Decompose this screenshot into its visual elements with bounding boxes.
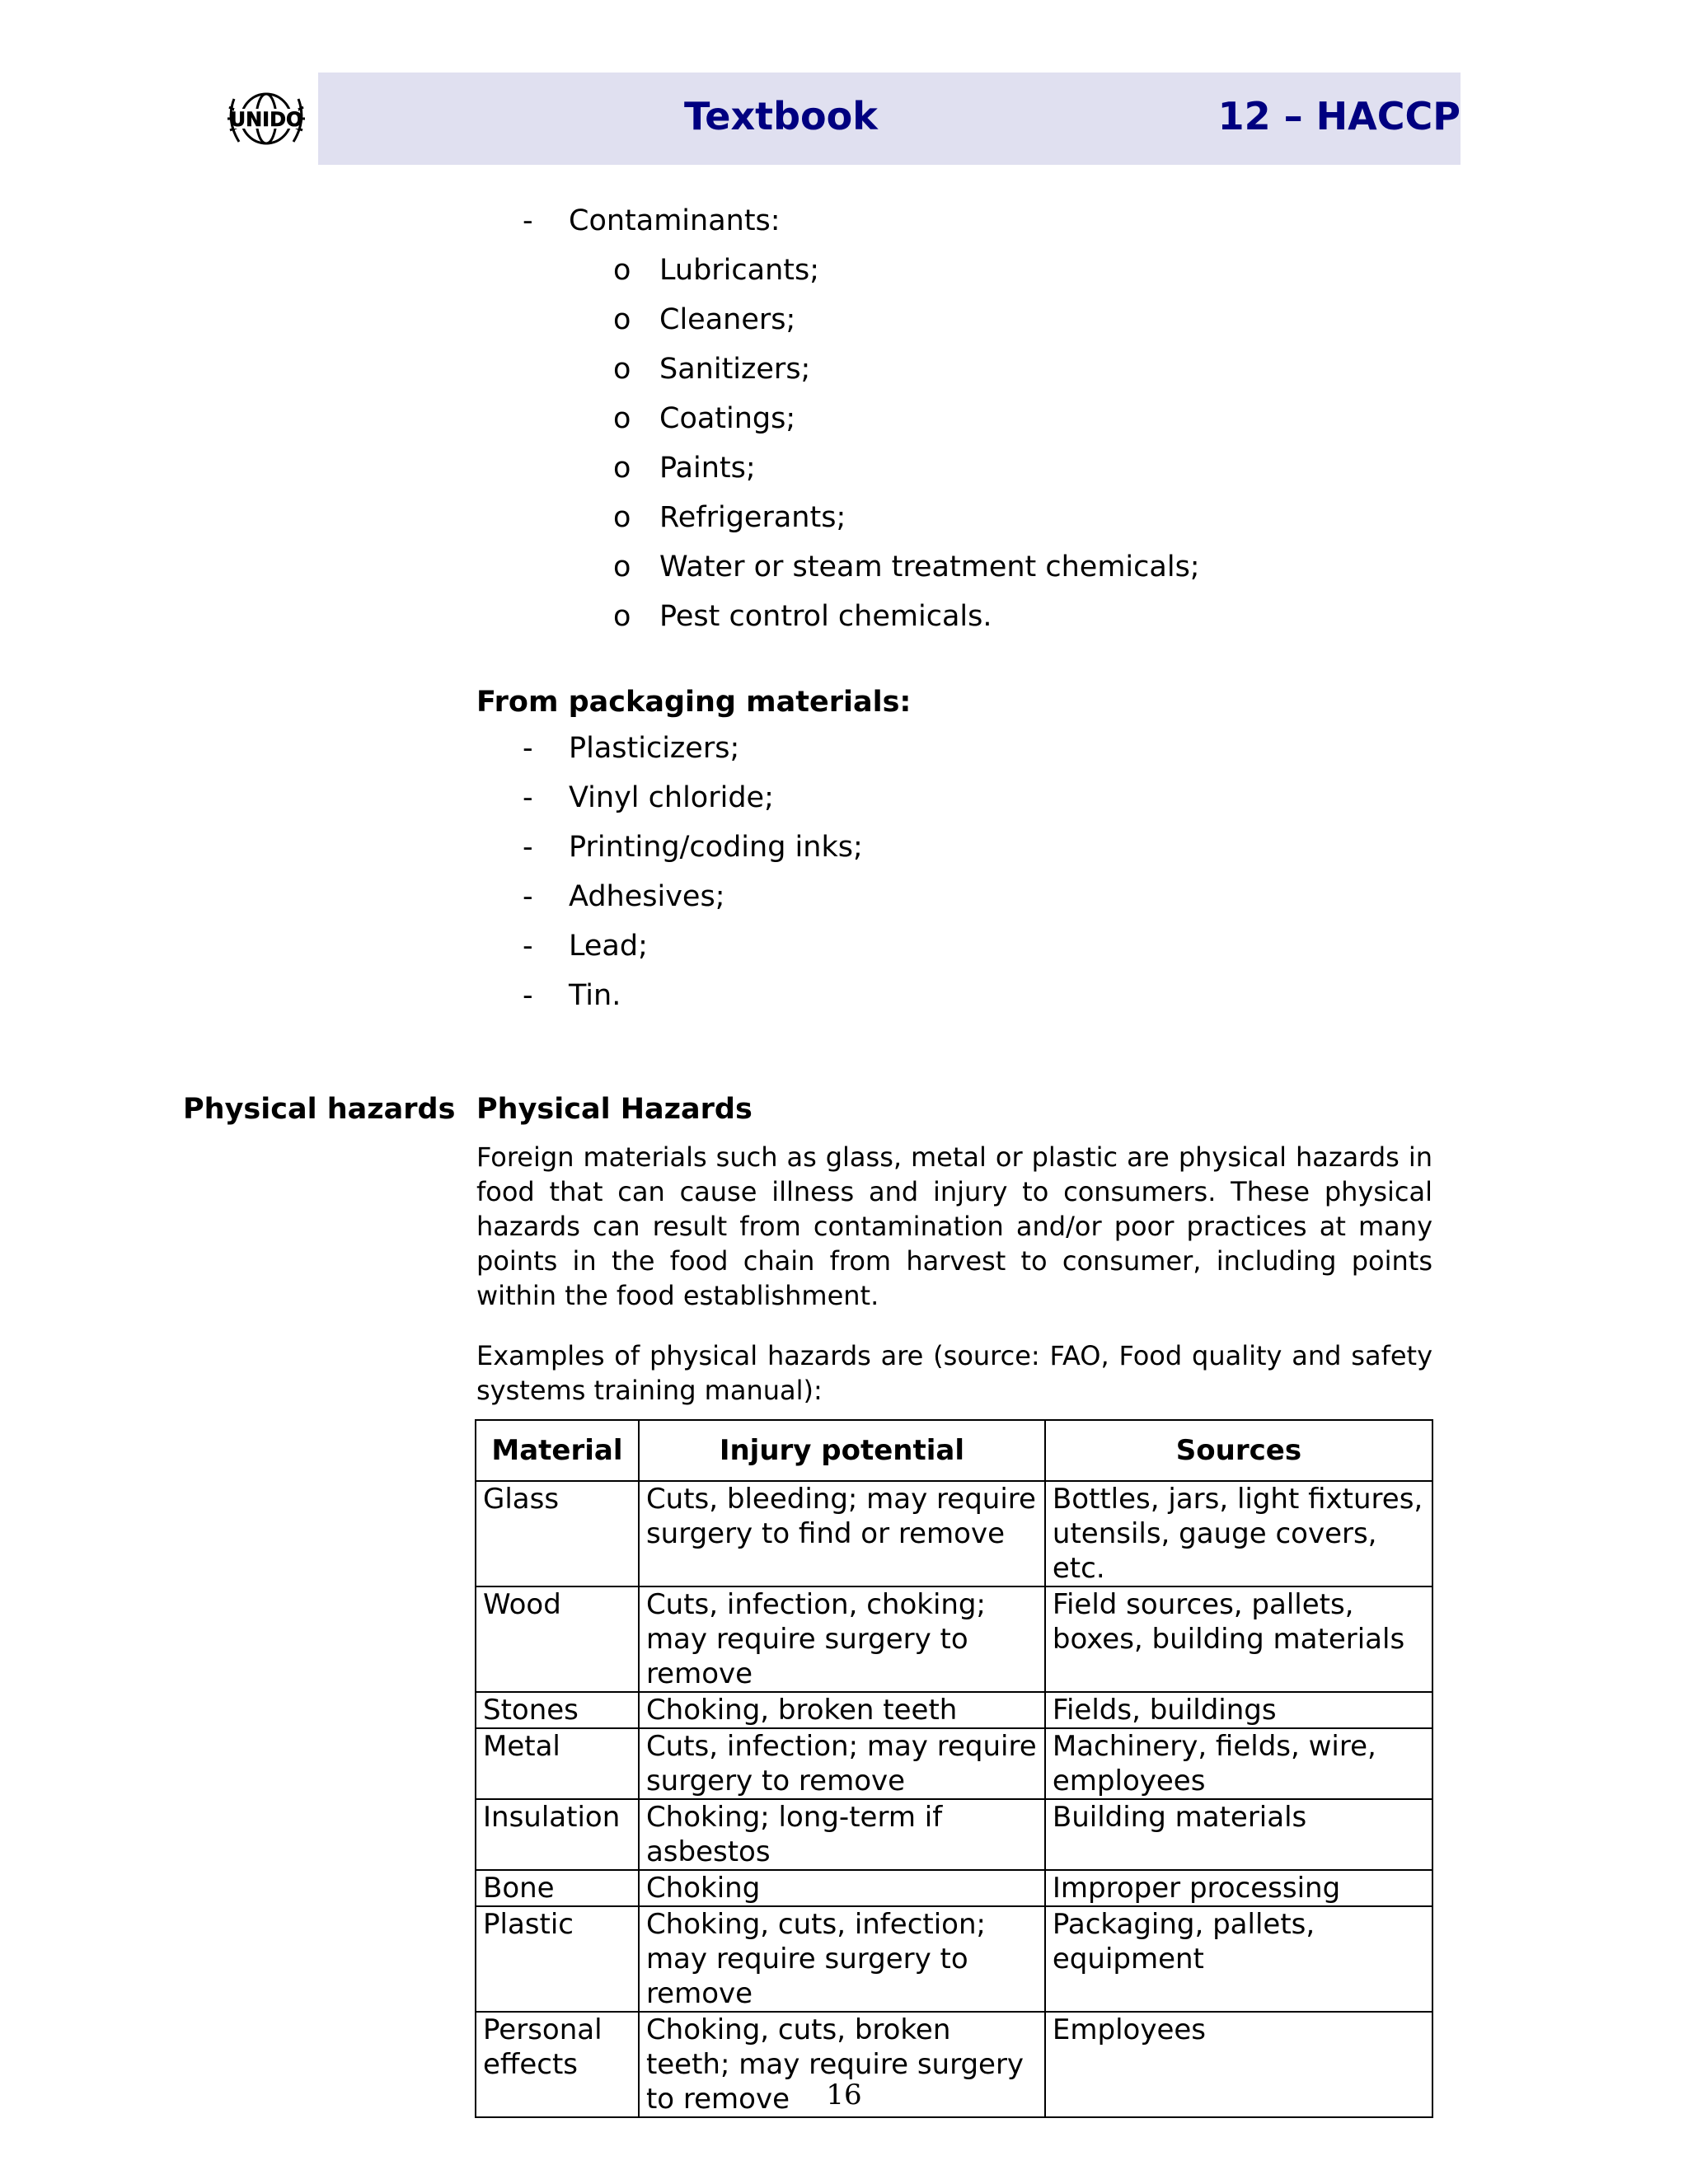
table-cell: Packaging, pallets, equipment — [1045, 1906, 1432, 2012]
column-header: Material — [476, 1420, 639, 1481]
list-item-label: Refrigerants; — [659, 501, 846, 534]
table-cell: Choking, broken teeth — [639, 1692, 1045, 1728]
list-item-label: Sanitizers; — [659, 353, 811, 386]
header-chapter: 12 – HACCP — [1217, 94, 1461, 138]
table-cell: Metal — [476, 1728, 639, 1799]
table-cell: Choking, cuts, infection; may require surgery to remove — [639, 1906, 1045, 2012]
table-cell: Glass — [476, 1481, 639, 1586]
list-item-label: Pest control chemicals. — [659, 600, 992, 633]
table-cell: Choking; long-term if asbestos — [639, 1799, 1045, 1870]
table-cell: Plastic — [476, 1906, 639, 2012]
list-item-label: Plasticizers; — [569, 732, 740, 765]
table-cell: Fields, buildings — [1045, 1692, 1432, 1728]
list-item-label: Printing/coding inks; — [569, 831, 863, 864]
unido-logo — [223, 82, 310, 158]
list-item-label: Vinyl chloride; — [569, 781, 774, 814]
table-cell: Field sources, pallets, boxes, building materials — [1045, 1586, 1432, 1692]
body-paragraph: Foreign materials such as glass, metal or plastic are physical hazards in food that can cause illness and injury to consumers. These physical hazards can result from contamination and/or poor practices at many points in the food chain from harvest to consumer, including points within the food establishment. — [476, 1141, 1432, 1311]
table-cell: Cuts, infection, choking; may require surgery to remove — [639, 1586, 1045, 1692]
column-header: Injury potential — [639, 1420, 1045, 1481]
table-row — [476, 1692, 1432, 1728]
table-cell: Cuts, infection; may require surgery to remove — [639, 1728, 1045, 1799]
list-item-label: Adhesives; — [569, 880, 725, 913]
list-item-label: Lead; — [569, 930, 648, 963]
list-item-label: Coatings; — [659, 402, 796, 435]
bullet-circle-icon: o — [613, 452, 631, 485]
table-cell: Machinery, fields, wire, employees — [1045, 1728, 1432, 1799]
table-cell: Bottles, jars, light fixtures, utensils, gauge covers, etc. — [1045, 1481, 1432, 1586]
table-cell: Choking, cuts, broken teeth; may require surgery to remove — [639, 2012, 1045, 2117]
bullet-circle-icon: o — [613, 353, 631, 386]
table-cell: Employees — [1045, 2012, 1432, 2117]
table-row — [476, 1481, 1432, 1586]
body-paragraph: Examples of physical hazards are (source: FAO, Food quality and safety systems training manual): — [476, 1340, 1432, 1406]
list-item-label: Tin. — [569, 979, 621, 1012]
table-cell: Wood — [476, 1586, 639, 1692]
table-row — [476, 1586, 1432, 1692]
table-header-row — [476, 1420, 1432, 1481]
packaging-heading: From packaging materials: — [476, 686, 912, 719]
table-row — [476, 1906, 1432, 2012]
table-cell: Insulation — [476, 1799, 639, 1870]
page-number: 16 — [826, 2079, 862, 2111]
table-cell: Choking — [639, 1870, 1045, 1906]
margin-label: Physical hazards — [183, 1093, 456, 1126]
table-row — [476, 1728, 1432, 1799]
table-cell: Stones — [476, 1692, 639, 1728]
bullet-circle-icon: o — [613, 402, 631, 435]
table-row — [476, 1799, 1432, 1870]
list-item-label: Water or steam treatment chemicals; — [659, 551, 1200, 583]
section-heading: Physical Hazards — [476, 1093, 753, 1126]
table-cell: Personal effects — [476, 2012, 639, 2117]
table-cell: Improper processing — [1045, 1870, 1432, 1906]
bullet-circle-icon: o — [613, 254, 631, 287]
column-header: Sources — [1045, 1420, 1432, 1481]
bullet-circle-icon: o — [613, 600, 631, 633]
bullet-circle-icon: o — [613, 551, 631, 583]
svg-text:UNIDO: UNIDO — [229, 108, 303, 131]
table-cell: Building materials — [1045, 1799, 1432, 1870]
hazard-table — [475, 1419, 1433, 2118]
bullet-circle-icon: o — [613, 303, 631, 336]
table-row — [476, 1870, 1432, 1906]
bullet-circle-icon: o — [613, 501, 631, 534]
header-title: Textbook — [684, 94, 878, 138]
list-item-label: Cleaners; — [659, 303, 796, 336]
table-cell: Bone — [476, 1870, 639, 1906]
list-item-label: Paints; — [659, 452, 756, 485]
list-item-label: Contaminants: — [569, 204, 781, 237]
list-item-label: Lubricants; — [659, 254, 820, 287]
table-cell: Cuts, bleeding; may require surgery to find or remove — [639, 1481, 1045, 1586]
